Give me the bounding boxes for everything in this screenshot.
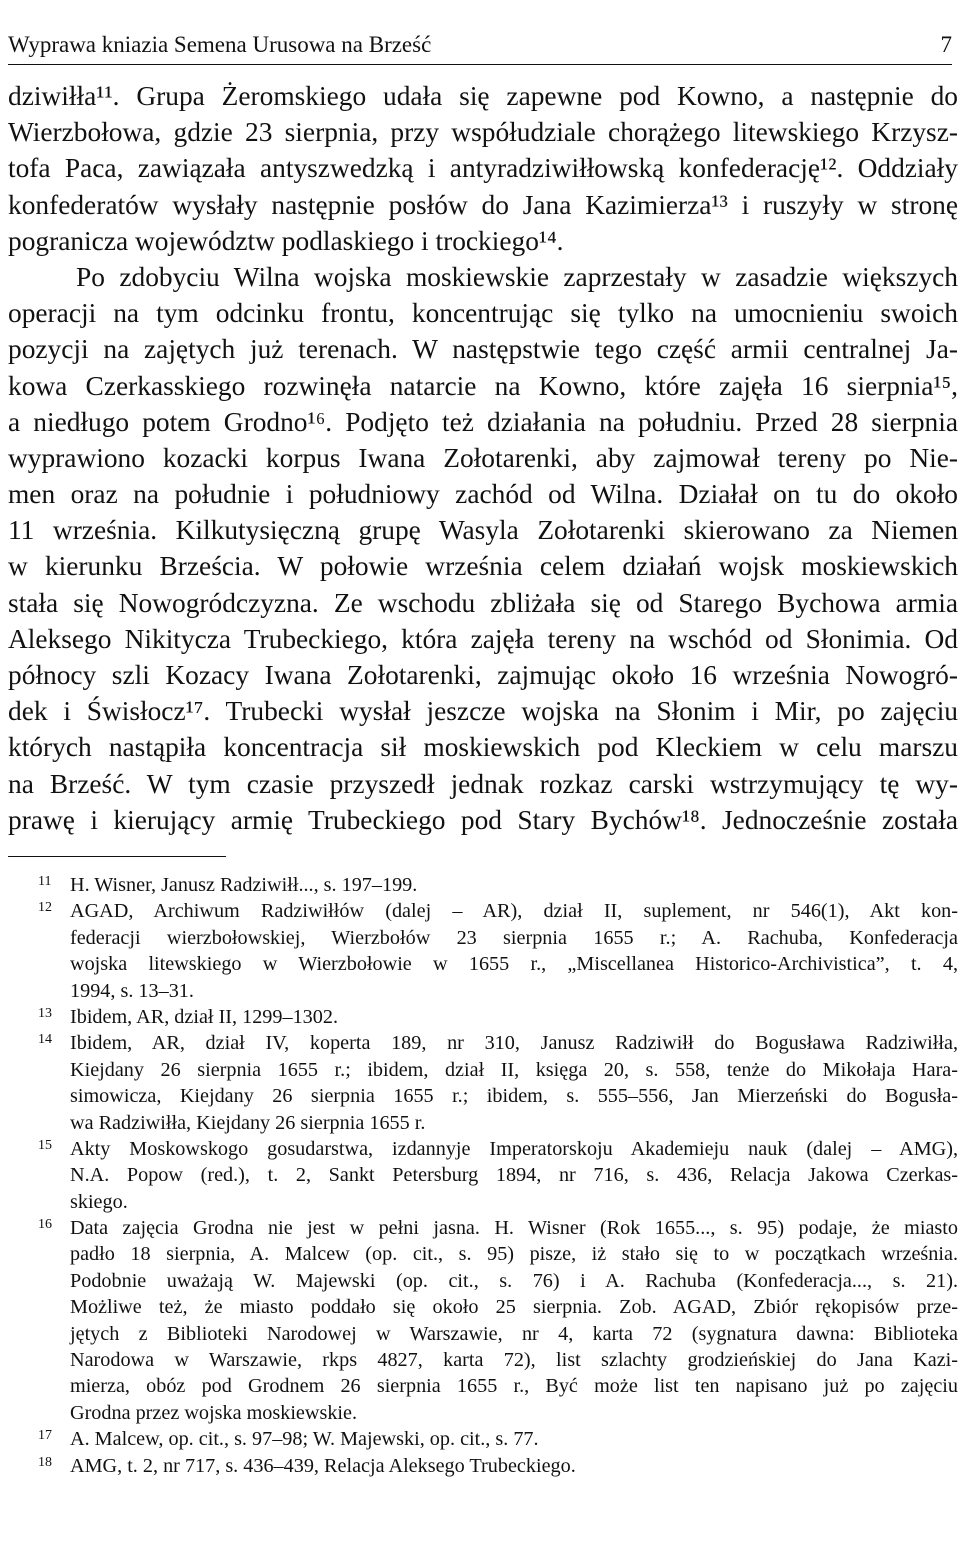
footnote-line — [8, 1136, 958, 1162]
footnote-text: Kiejdany 26 sierpnia 1655 r.; ibidem, dział II, księga 20, s. 558, tenże do Mikołaja Hara- — [70, 1058, 958, 1081]
body-line: a niedługo potem Grodno¹⁶. Podjęto też działania na południu. Przed 28 sierpnia — [8, 406, 958, 437]
footnote-line — [8, 1083, 958, 1109]
footnote-line — [8, 1321, 958, 1347]
footnote-line — [8, 1110, 958, 1136]
body-line: Po zdobyciu Wilna wojska moskiewskie zaprzestały w zasadzie większych — [76, 261, 958, 292]
running-title: Wyprawa kniazia Semena Urusowa na Brześć — [8, 32, 432, 57]
footnote-text: jętych z Biblioteki Narodowej w Warszawie, nr 4, karta 72 (sygnatura dawna: Biblioteka — [70, 1322, 958, 1345]
footnote-line — [8, 872, 958, 898]
footnote-15 — [8, 1136, 958, 1215]
footnote-line — [8, 1162, 958, 1188]
footnote-line — [8, 1426, 958, 1452]
footnote-text: Ibidem, AR, dział IV, koperta 189, nr 310, Janusz Radziwiłł do Bogusława Radziwiłła, — [70, 1032, 958, 1055]
footnote-text: H. Wisner, Janusz Radziwiłł..., s. 197–199. — [70, 874, 418, 896]
footnote-17 — [8, 1426, 958, 1452]
footnote-number: 16 — [38, 1217, 52, 1233]
footnote-text: Data zajęcia Grodna nie jest w pełni jasna. H. Wisner (Rok 1655..., s. 95) podaje, że miasto — [70, 1217, 958, 1240]
footnote-line — [8, 1215, 958, 1241]
footnote-16 — [8, 1215, 958, 1426]
body-line: dek i Świsłocz¹⁷. Trubecki wysłał jeszcze wojska na Słonim i Mir, po zajęciu — [8, 696, 958, 727]
body-line: których nastąpiła koncentracja sił moskiewskich pod Kleckiem w celu marszu — [8, 732, 958, 763]
body-text — [8, 78, 958, 838]
body-line: kowa Czerkasskiego rozwinęła natarcie na Kowno, które zajęła 16 sierpnia¹⁵, — [8, 370, 958, 401]
footnote-text: Akty Moskowskogo gosudarstwa, izdannyje Imperatorskoju Akademieju nauk (dalej – AMG), — [70, 1137, 958, 1160]
footnote-line — [8, 1347, 958, 1373]
footnote-line — [8, 1241, 958, 1267]
footnote-line — [8, 1294, 958, 1320]
body-line: wyprawiono kozacki korpus Iwana Zołotarenki, aby zajmował tereny po Nie- — [8, 442, 958, 473]
page-number: 7 — [940, 32, 952, 57]
footnote-text: Narodowa w Warszawie, rkps 4827, karta 72), list szlachty grodzieńskiej do Jana Kazi- — [70, 1349, 958, 1372]
footnote-text: simowicza, Kiejdany 26 sierpnia 1655 r.; ibidem, s. 555–556, Jan Mierzeński do Bogusła- — [70, 1085, 958, 1108]
footnote-text: A. Malcew, op. cit., s. 97–98; W. Majewski, op. cit., s. 77. — [70, 1428, 539, 1451]
footnote-number: 12 — [38, 900, 52, 916]
body-line: Wierzbołowa, gdzie 23 sierpnia, przy współudziale chorążego litewskiego Krzysz- — [8, 117, 958, 148]
footnotes — [8, 872, 958, 1479]
body-line: pozycji na zajętych już terenach. W następstwie tego część armii centralnej Ja- — [8, 334, 958, 365]
body-line: północy szli Kozacy Iwana Zołotarenki, zajmując około 16 września Nowogró- — [8, 660, 958, 690]
footnote-line — [8, 1373, 958, 1399]
footnote-line — [8, 1453, 958, 1479]
body-line: w kierunku Brześcia. W połowie września celem działań wojsk moskiewskich — [8, 551, 958, 582]
footnote-text: wojska litewskiego w Wierzbołowie w 1655 r., „Miscellanea Historico-Archivistica”, t. 4, — [70, 953, 958, 976]
body-line: konfederatów wysłały następnie posłów do Jana Kazimierza¹³ i ruszyły w stronę — [8, 189, 958, 220]
footnote-text: Ibidem, AR, dział II, 1299–1302. — [70, 1005, 339, 1028]
footnote-text: Grodna przez wojska moskiewskie. — [70, 1401, 358, 1424]
body-line: dziwiłła¹¹. Grupa Żeromskiego udała się zapewne pod Kowno, a następnie do — [8, 81, 958, 111]
footnote-text: AMG, t. 2, nr 717, s. 436–439, Relacja Aleksego Trubeckiego. — [70, 1454, 576, 1477]
footnote-line — [8, 925, 958, 951]
footnote-line — [8, 1189, 958, 1215]
footnote-number: 15 — [38, 1137, 52, 1153]
body-line: operacji na tym odcinku frontu, koncentrując się tylko na umocnieniu swoich — [8, 298, 958, 329]
footnote-line — [8, 951, 958, 977]
footnote-text: Podobnie uważają W. Majewski (op. cit., s. 76) i A. Rachuba (Konfederacja..., s. 21). — [70, 1269, 958, 1292]
footnote-text: mierza, obóz pod Grodnem 26 sierpnia 1655 r., Być może list ten napisano już po zajęciu — [70, 1375, 958, 1398]
footnote-11 — [8, 872, 958, 898]
footnote-line — [8, 1268, 958, 1294]
footnote-text: Możliwe też, że miasto poddało się około 25 sierpnia. Zob. AGAD, Zbiór rękopisów prze- — [70, 1296, 958, 1319]
body-line: stała się Nowogródczyzna. Ze wschodu zbliżała się od Starego Bychowa armia — [8, 587, 958, 618]
footnote-number: 11 — [38, 874, 52, 889]
body-line: pogranicza województw podlaskiego i trockiego¹⁴. — [8, 225, 564, 256]
footnote-text: skiego. — [70, 1190, 128, 1213]
running-header — [8, 30, 952, 65]
footnote-number: 17 — [38, 1428, 52, 1444]
body-line: 11 września. Kilkutysięczną grupę Wasyla Zołotarenki skierowano za Niemen — [8, 515, 958, 546]
footnote-text: 1994, s. 13–31. — [70, 979, 194, 1002]
footnote-text: wa Radziwiłła, Kiejdany 26 sierpnia 1655 r. — [70, 1111, 426, 1134]
footnote-14 — [8, 1030, 958, 1136]
footnote-number: 13 — [38, 1005, 52, 1021]
footnote-18 — [8, 1453, 958, 1479]
footnote-line — [8, 1057, 958, 1083]
footnote-line — [8, 1004, 958, 1030]
footnote-text: federacji wierzbołowskiej, Wierzbołów 23 sierpnia 1655 r.; A. Rachuba, Konfederacja — [70, 926, 958, 949]
footnote-line — [8, 1400, 958, 1426]
footnote-text: N.A. Popow (red.), t. 2, Sankt Petersburg 1894, nr 716, s. 436, Relacja Jakowa Czerkas- — [70, 1164, 958, 1187]
footnote-separator — [8, 856, 226, 857]
footnote-line — [8, 898, 958, 924]
footnote-number: 14 — [38, 1032, 52, 1048]
footnote-12 — [8, 898, 958, 1004]
body-line: na Brześć. W tym czasie przyszedł jednak rozkaz carski wstrzymujący tę wy- — [8, 768, 958, 799]
body-line: men oraz na południe i południowy zachód od Wilna. Działał on tu do około — [8, 479, 958, 510]
body-line: tofa Paca, zawiązała antyszwedzką i antyradziwiłłowską konfederację¹². Oddziały — [8, 153, 958, 184]
body-line: Aleksego Nikitycza Trubeckiego, która zajęła tereny na wschód od Słonimia. Od — [8, 623, 958, 654]
footnote-text: AGAD, Archiwum Radziwiłłów (dalej – AR), dział II, suplement, nr 546(1), Akt kon- — [70, 900, 958, 923]
body-line: prawę i kierujący armię Trubeckiego pod Stary Bychów¹⁸. Jednocześnie została — [8, 804, 958, 835]
footnote-text: padło 18 sierpnia, A. Malcew (op. cit., s. 95) pisze, iż stało się to w początkach września. — [70, 1243, 958, 1266]
footnote-13 — [8, 1004, 958, 1030]
footnote-line — [8, 978, 958, 1004]
footnote-line — [8, 1030, 958, 1056]
footnote-number: 18 — [38, 1454, 52, 1470]
